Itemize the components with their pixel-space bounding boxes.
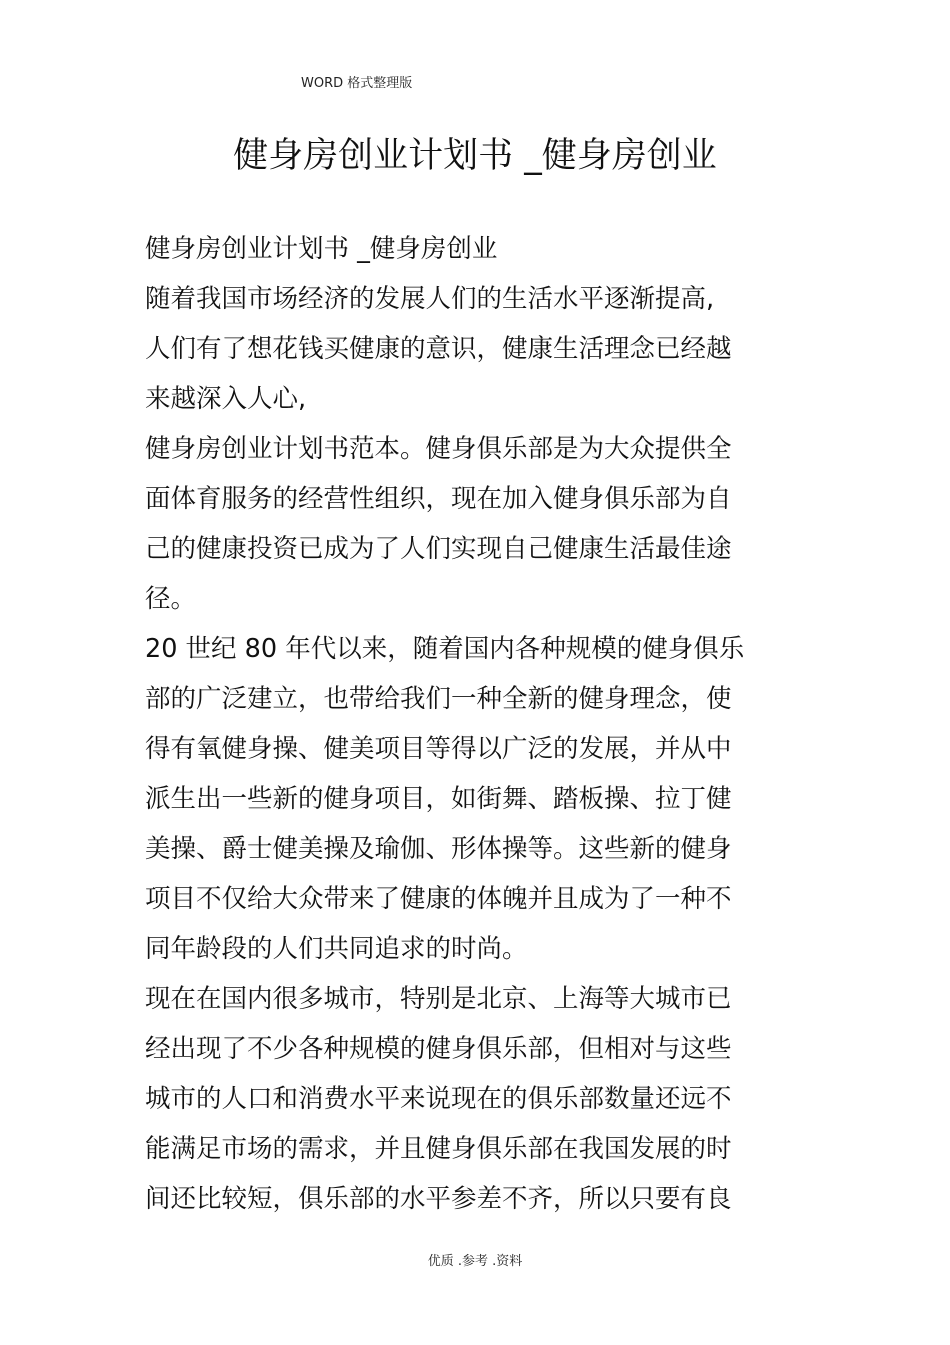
text-line: 城市的人口和消费水平来说现在的俱乐部数量还远不 (145, 1084, 732, 1114)
text-line: 人们有了想花钱买健康的意识，健康生活理念已经越 (145, 334, 732, 364)
text-line: 经出现了不少各种规模的健身俱乐部，但相对与这些 (145, 1034, 732, 1064)
text-line: 部的广泛建立，也带给我们一种全新的健身理念，使 (145, 684, 732, 714)
text-line: 派生出一些新的健身项目，如街舞、踏板操、拉丁健 (145, 784, 732, 814)
text-line: 来越深入人心, (145, 384, 307, 414)
text-line: 美操、爵士健美操及瑜伽、形体操等。这些新的健身 (145, 834, 732, 864)
text-line: 面体育服务的经营性组织，现在加入健身俱乐部为自 (145, 484, 732, 514)
text-line: 间还比较短，俱乐部的水平参差不齐，所以只要有良 (145, 1184, 732, 1214)
page-footer-label: 优质 .参考 .资料 (427, 1254, 523, 1269)
text-line: 健身房创业计划书范本。健身俱乐部是为大众提供全 (145, 434, 732, 464)
document-title: 健身房创业计划书 _健身房创业 (233, 136, 717, 176)
text-line: 现在在国内很多城市，特别是北京、上海等大城市已 (145, 984, 732, 1014)
document-body (145, 224, 785, 1224)
text-line: 得有氧健身操、健美项目等得以广泛的发展，并从中 (145, 734, 732, 764)
text-line: 能满足市场的需求，并且健身俱乐部在我国发展的时 (145, 1134, 732, 1164)
page-header-label: WORD 格式整理版 (301, 76, 413, 91)
text-line: 己的健康投资已成为了人们实现自己健康生活最佳途 (145, 534, 732, 564)
text-line: 健身房创业计划书 _健身房创业 (145, 234, 498, 264)
text-line: 同年龄段的人们共同追求的时尚。 (145, 934, 528, 964)
text-line: 径。 (145, 584, 197, 614)
text-line: 随着我国市场经济的发展人们的生活水平逐渐提高, (145, 284, 715, 314)
text-line: 20 世纪 80 年代以来，随着国内各种规模的健身俱乐 (145, 634, 745, 664)
text-line: 项目不仅给大众带来了健康的体魄并且成为了一种不 (145, 884, 732, 914)
